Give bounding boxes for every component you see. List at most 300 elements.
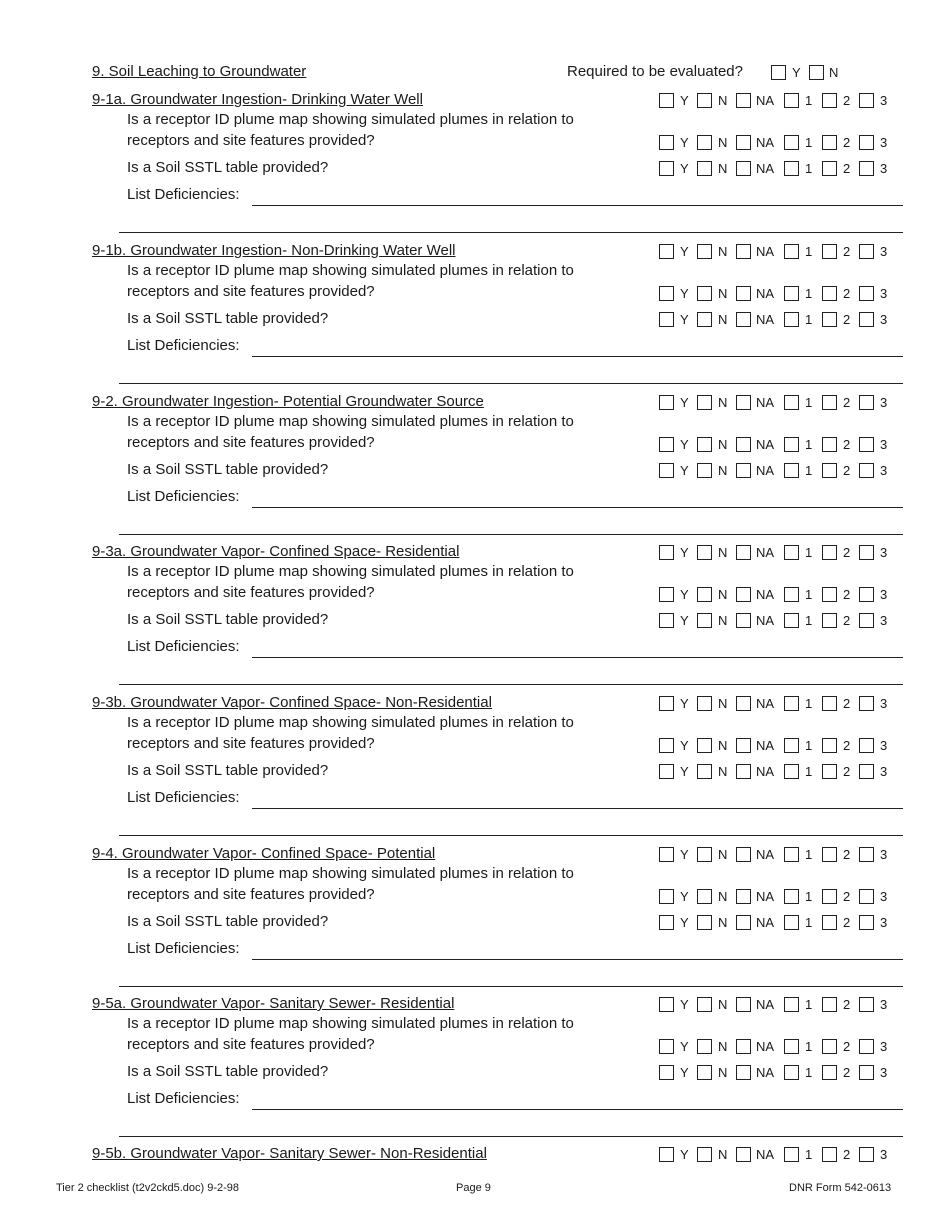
plume-map-label-2: 2: [843, 437, 851, 452]
sstl-table-checkbox-y[interactable]: [659, 161, 674, 176]
deficiencies-label: List Deficiencies:: [127, 488, 240, 505]
section-main-checkbox-1[interactable]: [784, 997, 799, 1012]
sstl-table-checkbox-2[interactable]: [822, 1065, 837, 1080]
section-main-label-n: N: [718, 93, 728, 108]
sstl-table-checkbox-1[interactable]: [784, 463, 799, 478]
deficiencies-label: List Deficiencies:: [127, 789, 240, 806]
sstl-table-label-1: 1: [805, 764, 813, 779]
sstl-table-label-3: 3: [880, 1065, 888, 1080]
plume-map-checkbox-3[interactable]: [859, 889, 874, 904]
plume-map-label-1: 1: [805, 437, 813, 452]
deficiencies-label: List Deficiencies:: [127, 337, 240, 354]
section-main-checkbox-1[interactable]: [784, 395, 799, 410]
plume-map-checkbox-row: [659, 737, 899, 755]
section-main-label-1: 1: [805, 545, 813, 560]
section-main-checkbox-n[interactable]: [697, 545, 712, 560]
last-section-label-1: 1: [805, 1147, 813, 1162]
plume-map-question-line2: receptors and site features provided?: [127, 1036, 375, 1053]
footer-form-number: DNR Form 542-0613: [789, 1182, 892, 1194]
plume-map-question-line2: receptors and site features provided?: [127, 132, 375, 149]
deficiencies-input-line-2[interactable]: [119, 1136, 903, 1137]
plume-map-question-line1: Is a receptor ID plume map showing simulated plumes in relation to: [127, 714, 574, 731]
section-main-checkbox-2[interactable]: [822, 93, 837, 108]
plume-map-checkbox-y[interactable]: [659, 1039, 674, 1054]
section-main-checkbox-2[interactable]: [822, 395, 837, 410]
sstl-table-label-y: Y: [680, 1065, 689, 1080]
section-main-checkbox-na[interactable]: [736, 847, 751, 862]
section-main-checkbox-n[interactable]: [697, 696, 712, 711]
section-main-label-2: 2: [843, 847, 851, 862]
section-9-title: 9. Soil Leaching to Groundwater: [92, 63, 307, 80]
section-main-checkbox-na[interactable]: [736, 395, 751, 410]
plume-map-checkbox-1[interactable]: [784, 135, 799, 150]
plume-map-checkbox-2[interactable]: [822, 1039, 837, 1054]
plume-map-label-2: 2: [843, 889, 851, 904]
last-section-checkbox-row: [659, 1146, 899, 1164]
section-main-label-na: NA: [756, 997, 775, 1012]
section-main-checkbox-2[interactable]: [822, 847, 837, 862]
sstl-table-label-y: Y: [680, 161, 689, 176]
section-main-checkbox-na[interactable]: [736, 244, 751, 259]
sstl-table-label-n: N: [718, 764, 728, 779]
plume-map-checkbox-1[interactable]: [784, 286, 799, 301]
section-main-checkbox-1[interactable]: [784, 696, 799, 711]
sstl-table-checkbox-y[interactable]: [659, 463, 674, 478]
sstl-table-checkbox-1[interactable]: [784, 764, 799, 779]
section-title: 9-2. Groundwater Ingestion- Potential Groundwater Source: [92, 393, 484, 410]
plume-map-checkbox-2[interactable]: [822, 587, 837, 602]
sstl-table-checkbox-na[interactable]: [736, 764, 751, 779]
plume-map-label-1: 1: [805, 889, 813, 904]
plume-map-label-2: 2: [843, 1039, 851, 1054]
sstl-table-checkbox-2[interactable]: [822, 161, 837, 176]
sstl-table-label-y: Y: [680, 312, 689, 327]
section-main-checkbox-row: [659, 544, 899, 562]
plume-map-label-1: 1: [805, 286, 813, 301]
sstl-table-checkbox-3[interactable]: [859, 613, 874, 628]
section-main-checkbox-3[interactable]: [859, 93, 874, 108]
sstl-table-checkbox-row: [659, 1064, 899, 1082]
plume-map-checkbox-row: [659, 1038, 899, 1056]
plume-map-question-line1: Is a receptor ID plume map showing simulated plumes in relation to: [127, 1015, 574, 1032]
sstl-table-label-1: 1: [805, 915, 813, 930]
section-main-checkbox-2[interactable]: [822, 696, 837, 711]
deficiencies-input-line-2[interactable]: [119, 232, 903, 233]
deficiencies-input-line-2[interactable]: [119, 986, 903, 987]
sstl-table-checkbox-n[interactable]: [697, 915, 712, 930]
sstl-table-checkbox-3[interactable]: [859, 312, 874, 327]
section-main-checkbox-n[interactable]: [697, 847, 712, 862]
sstl-table-label-na: NA: [756, 764, 775, 779]
plume-map-checkbox-n[interactable]: [697, 1039, 712, 1054]
required-no-label: N: [829, 65, 839, 80]
sstl-table-label-na: NA: [756, 463, 775, 478]
plume-map-checkbox-na[interactable]: [736, 135, 751, 150]
deficiencies-label: List Deficiencies:: [127, 638, 240, 655]
sstl-table-checkbox-y[interactable]: [659, 312, 674, 327]
section-main-label-1: 1: [805, 244, 813, 259]
plume-map-label-3: 3: [880, 738, 888, 753]
sstl-table-question: Is a Soil SSTL table provided?: [127, 461, 329, 478]
section-main-label-1: 1: [805, 395, 813, 410]
sstl-table-checkbox-na[interactable]: [736, 161, 751, 176]
plume-map-checkbox-row: [659, 888, 899, 906]
plume-map-label-2: 2: [843, 286, 851, 301]
sstl-table-checkbox-n[interactable]: [697, 764, 712, 779]
sstl-table-checkbox-1[interactable]: [784, 161, 799, 176]
sstl-table-checkbox-na[interactable]: [736, 915, 751, 930]
section-main-checkbox-3[interactable]: [859, 244, 874, 259]
plume-map-label-y: Y: [680, 587, 689, 602]
sstl-table-checkbox-n[interactable]: [697, 613, 712, 628]
section-main-label-2: 2: [843, 545, 851, 560]
sstl-table-checkbox-na[interactable]: [736, 613, 751, 628]
plume-map-question-line1: Is a receptor ID plume map showing simulated plumes in relation to: [127, 111, 574, 128]
last-section-checkbox-na[interactable]: [736, 1147, 751, 1162]
section-main-checkbox-3[interactable]: [859, 847, 874, 862]
sstl-table-label-n: N: [718, 161, 728, 176]
sstl-table-checkbox-n[interactable]: [697, 1065, 712, 1080]
sstl-table-checkbox-y[interactable]: [659, 915, 674, 930]
plume-map-label-3: 3: [880, 1039, 888, 1054]
plume-map-label-y: Y: [680, 135, 689, 150]
deficiencies-input-line-1[interactable]: [252, 1109, 903, 1110]
plume-map-label-1: 1: [805, 587, 813, 602]
section-main-checkbox-n[interactable]: [697, 244, 712, 259]
sstl-table-label-y: Y: [680, 463, 689, 478]
sstl-table-label-1: 1: [805, 613, 813, 628]
section-main-label-3: 3: [880, 395, 888, 410]
sstl-table-question: Is a Soil SSTL table provided?: [127, 1063, 329, 1080]
section-main-checkbox-2[interactable]: [822, 997, 837, 1012]
plume-map-label-na: NA: [756, 135, 775, 150]
plume-map-checkbox-3[interactable]: [859, 738, 874, 753]
last-section-checkbox-y[interactable]: [659, 1147, 674, 1162]
section-main-checkbox-y[interactable]: [659, 696, 674, 711]
plume-map-label-y: Y: [680, 738, 689, 753]
sstl-table-label-n: N: [718, 613, 728, 628]
section-main-checkbox-row: [659, 996, 899, 1014]
plume-map-checkbox-y[interactable]: [659, 738, 674, 753]
plume-map-checkbox-3[interactable]: [859, 135, 874, 150]
deficiencies-input-line-1[interactable]: [252, 507, 903, 508]
sstl-table-label-y: Y: [680, 915, 689, 930]
sstl-table-checkbox-2[interactable]: [822, 915, 837, 930]
sstl-table-checkbox-n[interactable]: [697, 312, 712, 327]
deficiencies-input-line-1[interactable]: [252, 356, 903, 357]
section-title: 9-1a. Groundwater Ingestion- Drinking Water Well: [92, 91, 423, 108]
plume-map-checkbox-1[interactable]: [784, 587, 799, 602]
sstl-table-checkbox-row: [659, 763, 899, 781]
section-main-checkbox-n[interactable]: [697, 997, 712, 1012]
plume-map-label-2: 2: [843, 135, 851, 150]
plume-map-question-line1: Is a receptor ID plume map showing simulated plumes in relation to: [127, 563, 574, 580]
plume-map-checkbox-n[interactable]: [697, 135, 712, 150]
required-checkbox-group: [771, 64, 851, 82]
plume-map-checkbox-na[interactable]: [736, 286, 751, 301]
plume-map-label-3: 3: [880, 437, 888, 452]
last-section-checkbox-2[interactable]: [822, 1147, 837, 1162]
sstl-table-label-na: NA: [756, 915, 775, 930]
plume-map-label-na: NA: [756, 587, 775, 602]
sstl-table-checkbox-na[interactable]: [736, 1065, 751, 1080]
last-section-label-2: 2: [843, 1147, 851, 1162]
sstl-table-label-y: Y: [680, 613, 689, 628]
section-main-checkbox-1[interactable]: [784, 244, 799, 259]
plume-map-checkbox-y[interactable]: [659, 889, 674, 904]
plume-map-question-line1: Is a receptor ID plume map showing simulated plumes in relation to: [127, 865, 574, 882]
deficiencies-input-line-1[interactable]: [252, 657, 903, 658]
section-main-checkbox-na[interactable]: [736, 997, 751, 1012]
plume-map-checkbox-na[interactable]: [736, 738, 751, 753]
sstl-table-label-na: NA: [756, 1065, 775, 1080]
sstl-table-checkbox-1[interactable]: [784, 312, 799, 327]
plume-map-question-line1: Is a receptor ID plume map showing simulated plumes in relation to: [127, 413, 574, 430]
plume-map-label-y: Y: [680, 286, 689, 301]
last-section-checkbox-1[interactable]: [784, 1147, 799, 1162]
sstl-table-label-2: 2: [843, 915, 851, 930]
plume-map-checkbox-3[interactable]: [859, 587, 874, 602]
plume-map-checkbox-2[interactable]: [822, 738, 837, 753]
section-main-checkbox-n[interactable]: [697, 395, 712, 410]
section-main-checkbox-na[interactable]: [736, 696, 751, 711]
sstl-table-checkbox-1[interactable]: [784, 915, 799, 930]
plume-map-checkbox-n[interactable]: [697, 286, 712, 301]
sstl-table-checkbox-1[interactable]: [784, 1065, 799, 1080]
plume-map-checkbox-1[interactable]: [784, 889, 799, 904]
plume-map-checkbox-y[interactable]: [659, 286, 674, 301]
plume-map-label-3: 3: [880, 587, 888, 602]
section-main-checkbox-y[interactable]: [659, 545, 674, 560]
plume-map-label-1: 1: [805, 738, 813, 753]
sstl-table-checkbox-na[interactable]: [736, 312, 751, 327]
sstl-table-question: Is a Soil SSTL table provided?: [127, 310, 329, 327]
section-main-checkbox-1[interactable]: [784, 93, 799, 108]
sstl-table-label-1: 1: [805, 161, 813, 176]
sstl-table-question: Is a Soil SSTL table provided?: [127, 762, 329, 779]
sstl-table-checkbox-y[interactable]: [659, 764, 674, 779]
section-main-label-2: 2: [843, 93, 851, 108]
plume-map-label-2: 2: [843, 738, 851, 753]
sstl-table-label-2: 2: [843, 312, 851, 327]
plume-map-checkbox-3[interactable]: [859, 437, 874, 452]
section-main-label-1: 1: [805, 93, 813, 108]
plume-map-checkbox-row: [659, 134, 899, 152]
required-no-checkbox[interactable]: [809, 65, 824, 80]
plume-map-label-na: NA: [756, 1039, 775, 1054]
sstl-table-label-2: 2: [843, 1065, 851, 1080]
sstl-table-label-n: N: [718, 915, 728, 930]
plume-map-checkbox-y[interactable]: [659, 135, 674, 150]
required-yes-checkbox[interactable]: [771, 65, 786, 80]
section-title: 9-3b. Groundwater Vapor- Confined Space- Non-Residential: [92, 694, 492, 711]
deficiencies-input-line-1[interactable]: [252, 808, 903, 809]
plume-map-label-2: 2: [843, 587, 851, 602]
plume-map-checkbox-1[interactable]: [784, 1039, 799, 1054]
plume-map-question-line2: receptors and site features provided?: [127, 283, 375, 300]
sstl-table-label-2: 2: [843, 613, 851, 628]
plume-map-checkbox-y[interactable]: [659, 437, 674, 452]
plume-map-label-1: 1: [805, 135, 813, 150]
plume-map-label-na: NA: [756, 738, 775, 753]
deficiencies-input-line-2[interactable]: [119, 835, 903, 836]
section-main-label-1: 1: [805, 847, 813, 862]
last-section-checkbox-3[interactable]: [859, 1147, 874, 1162]
plume-map-checkbox-na[interactable]: [736, 1039, 751, 1054]
deficiencies-input-line-1[interactable]: [252, 959, 903, 960]
plume-map-label-n: N: [718, 587, 728, 602]
sstl-table-question: Is a Soil SSTL table provided?: [127, 159, 329, 176]
plume-map-checkbox-na[interactable]: [736, 889, 751, 904]
plume-map-label-n: N: [718, 889, 728, 904]
plume-map-label-3: 3: [880, 889, 888, 904]
section-main-checkbox-1[interactable]: [784, 545, 799, 560]
section-main-checkbox-3[interactable]: [859, 395, 874, 410]
deficiencies-label: List Deficiencies:: [127, 186, 240, 203]
section-main-checkbox-row: [659, 695, 899, 713]
plume-map-question-line1: Is a receptor ID plume map showing simulated plumes in relation to: [127, 262, 574, 279]
sstl-table-checkbox-1[interactable]: [784, 613, 799, 628]
sstl-table-label-3: 3: [880, 915, 888, 930]
plume-map-checkbox-2[interactable]: [822, 286, 837, 301]
section-main-label-2: 2: [843, 696, 851, 711]
section-main-label-3: 3: [880, 244, 888, 259]
sstl-table-checkbox-row: [659, 462, 899, 480]
section-main-label-na: NA: [756, 244, 775, 259]
section-main-label-1: 1: [805, 997, 813, 1012]
section-main-label-2: 2: [843, 244, 851, 259]
plume-map-checkbox-n[interactable]: [697, 738, 712, 753]
section-main-label-y: Y: [680, 93, 689, 108]
sstl-table-checkbox-row: [659, 160, 899, 178]
plume-map-label-3: 3: [880, 286, 888, 301]
section-main-checkbox-na[interactable]: [736, 545, 751, 560]
section-main-label-na: NA: [756, 93, 775, 108]
sstl-table-checkbox-2[interactable]: [822, 312, 837, 327]
sstl-table-label-1: 1: [805, 1065, 813, 1080]
section-main-checkbox-3[interactable]: [859, 997, 874, 1012]
plume-map-checkbox-3[interactable]: [859, 286, 874, 301]
plume-map-checkbox-na[interactable]: [736, 437, 751, 452]
section-main-label-2: 2: [843, 395, 851, 410]
section-main-label-na: NA: [756, 545, 775, 560]
section-main-checkbox-y[interactable]: [659, 997, 674, 1012]
section-main-checkbox-y[interactable]: [659, 244, 674, 259]
sstl-table-checkbox-y[interactable]: [659, 1065, 674, 1080]
sstl-table-checkbox-3[interactable]: [859, 915, 874, 930]
plume-map-question-line2: receptors and site features provided?: [127, 735, 375, 752]
required-question: Required to be evaluated?: [567, 63, 743, 80]
section-main-checkbox-n[interactable]: [697, 93, 712, 108]
last-section-checkbox-n[interactable]: [697, 1147, 712, 1162]
section-main-label-y: Y: [680, 244, 689, 259]
plume-map-label-y: Y: [680, 1039, 689, 1054]
sstl-table-label-1: 1: [805, 312, 813, 327]
section-main-checkbox-row: [659, 243, 899, 261]
section-main-label-n: N: [718, 696, 728, 711]
section-main-label-y: Y: [680, 847, 689, 862]
sstl-table-checkbox-3[interactable]: [859, 463, 874, 478]
section-main-checkbox-y[interactable]: [659, 847, 674, 862]
section-main-checkbox-2[interactable]: [822, 244, 837, 259]
deficiencies-input-line-2[interactable]: [119, 534, 903, 535]
section-main-checkbox-row: [659, 394, 899, 412]
section-main-label-n: N: [718, 545, 728, 560]
plume-map-checkbox-2[interactable]: [822, 889, 837, 904]
plume-map-checkbox-n[interactable]: [697, 889, 712, 904]
plume-map-label-n: N: [718, 286, 728, 301]
plume-map-checkbox-n[interactable]: [697, 437, 712, 452]
section-title: 9-1b. Groundwater Ingestion- Non-Drinking Water Well: [92, 242, 456, 259]
plume-map-checkbox-1[interactable]: [784, 437, 799, 452]
deficiencies-input-line-2[interactable]: [119, 684, 903, 685]
section-main-label-na: NA: [756, 395, 775, 410]
sstl-table-checkbox-n[interactable]: [697, 161, 712, 176]
section-main-checkbox-1[interactable]: [784, 847, 799, 862]
plume-map-label-3: 3: [880, 135, 888, 150]
footer-left: Tier 2 checklist (t2v2ckd5.doc) 9-2-98: [56, 1182, 239, 1194]
sstl-table-label-n: N: [718, 1065, 728, 1080]
sstl-table-checkbox-2[interactable]: [822, 613, 837, 628]
deficiencies-input-line-2[interactable]: [119, 383, 903, 384]
sstl-table-question: Is a Soil SSTL table provided?: [127, 611, 329, 628]
sstl-table-checkbox-na[interactable]: [736, 463, 751, 478]
sstl-table-checkbox-3[interactable]: [859, 764, 874, 779]
plume-map-checkbox-row: [659, 436, 899, 454]
sstl-table-label-n: N: [718, 312, 728, 327]
section-main-label-3: 3: [880, 545, 888, 560]
section-main-label-1: 1: [805, 696, 813, 711]
plume-map-checkbox-row: [659, 285, 899, 303]
sstl-table-checkbox-y[interactable]: [659, 613, 674, 628]
plume-map-checkbox-3[interactable]: [859, 1039, 874, 1054]
sstl-table-checkbox-3[interactable]: [859, 161, 874, 176]
section-main-label-y: Y: [680, 696, 689, 711]
plume-map-checkbox-na[interactable]: [736, 587, 751, 602]
sstl-table-label-2: 2: [843, 161, 851, 176]
plume-map-checkbox-y[interactable]: [659, 587, 674, 602]
sstl-table-checkbox-2[interactable]: [822, 463, 837, 478]
deficiencies-label: List Deficiencies:: [127, 940, 240, 957]
last-section-label-na: NA: [756, 1147, 775, 1162]
sstl-table-checkbox-n[interactable]: [697, 463, 712, 478]
plume-map-label-n: N: [718, 135, 728, 150]
plume-map-label-na: NA: [756, 889, 775, 904]
section-main-checkbox-3[interactable]: [859, 545, 874, 560]
section-main-checkbox-y[interactable]: [659, 395, 674, 410]
plume-map-checkbox-2[interactable]: [822, 437, 837, 452]
plume-map-checkbox-row: [659, 586, 899, 604]
section-main-label-na: NA: [756, 847, 775, 862]
plume-map-checkbox-2[interactable]: [822, 135, 837, 150]
section-main-checkbox-2[interactable]: [822, 545, 837, 560]
section-main-label-3: 3: [880, 847, 888, 862]
sstl-table-label-1: 1: [805, 463, 813, 478]
sstl-table-checkbox-3[interactable]: [859, 1065, 874, 1080]
sstl-table-label-2: 2: [843, 764, 851, 779]
sstl-table-checkbox-row: [659, 612, 899, 630]
section-title: 9-5a. Groundwater Vapor- Sanitary Sewer- Residential: [92, 995, 455, 1012]
plume-map-checkbox-n[interactable]: [697, 587, 712, 602]
sstl-table-checkbox-2[interactable]: [822, 764, 837, 779]
deficiencies-input-line-1[interactable]: [252, 205, 903, 206]
section-main-checkbox-na[interactable]: [736, 93, 751, 108]
section-title: 9-5b. Groundwater Vapor- Sanitary Sewer- Non-Residential: [92, 1145, 487, 1162]
section-main-checkbox-y[interactable]: [659, 93, 674, 108]
sstl-table-label-3: 3: [880, 312, 888, 327]
plume-map-checkbox-1[interactable]: [784, 738, 799, 753]
section-main-checkbox-3[interactable]: [859, 696, 874, 711]
